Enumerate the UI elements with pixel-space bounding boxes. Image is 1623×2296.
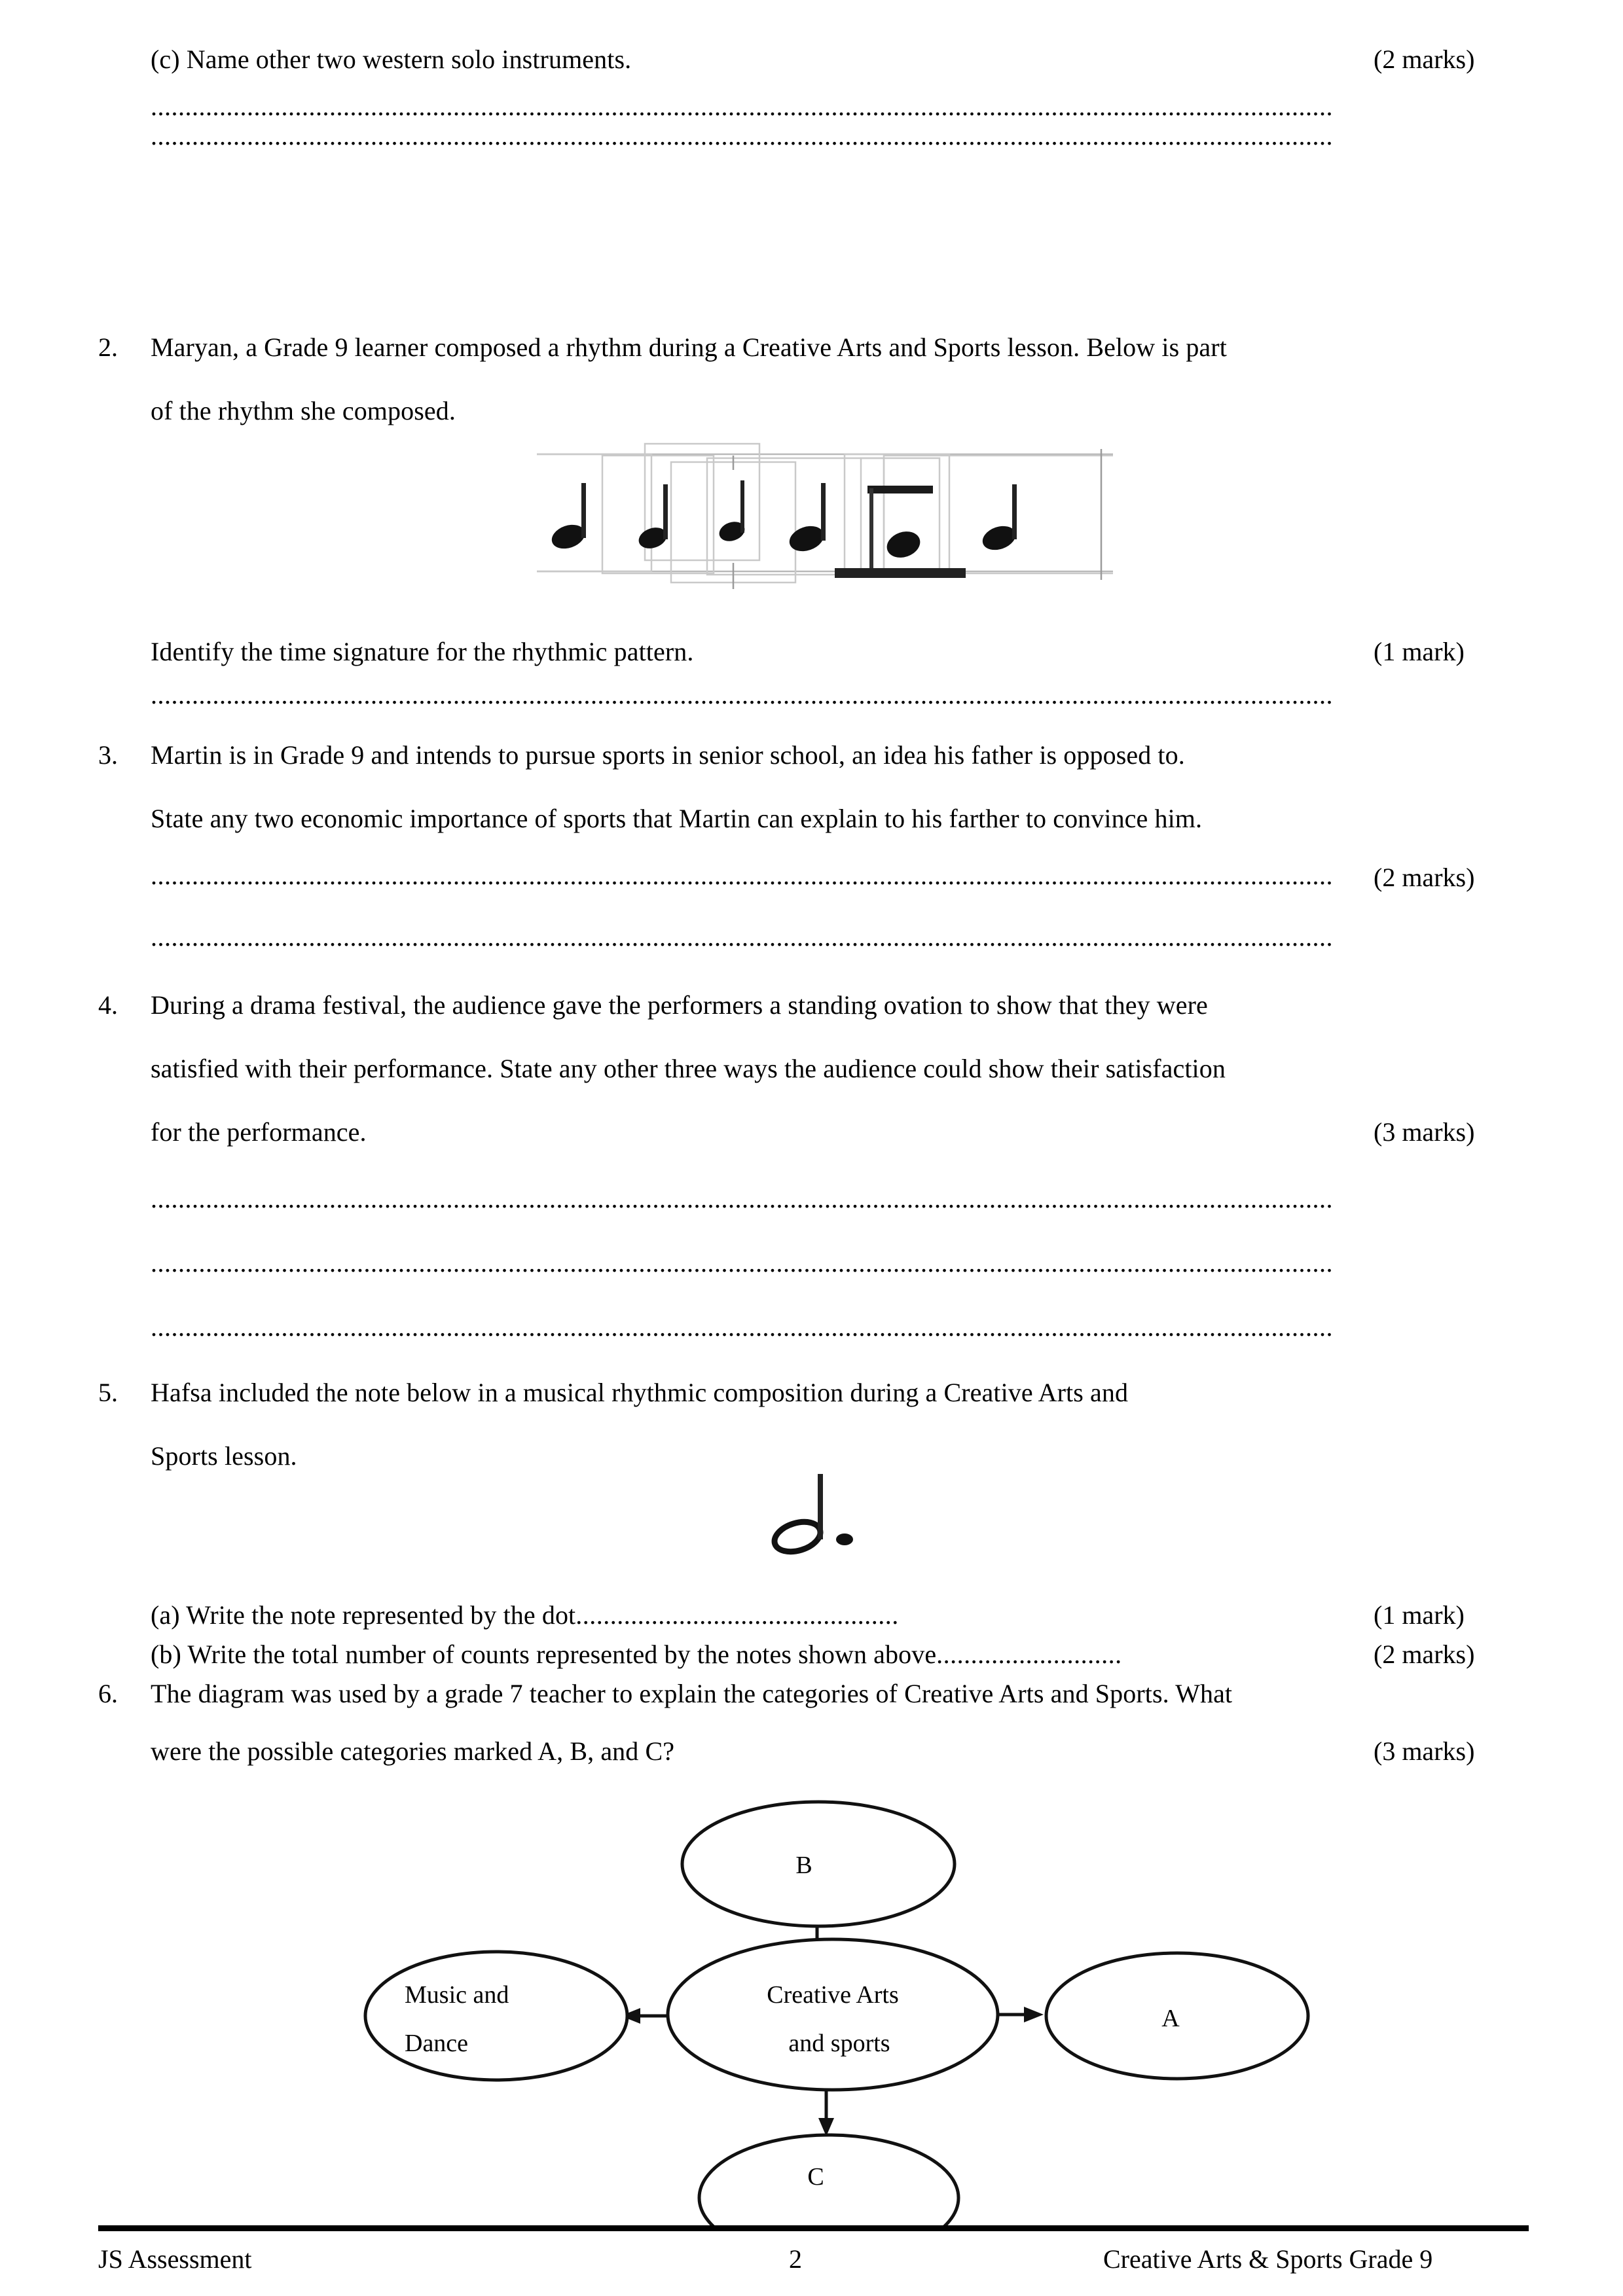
question-5a-dots[interactable]: ............................................... [575,1600,899,1630]
rhythm-notation-figure [537,432,1113,596]
question-2-marks: (1 mark) [1374,637,1465,666]
question-2-prompt: Identify the time signature for the rhythmic pattern. [151,637,694,666]
question-6-number: 6. [98,1679,118,1708]
question-5-line1: Hafsa included the note below in a musical rhythmic composition during a Creative Arts and [151,1378,1129,1407]
question-4-line3: for the performance. [151,1117,367,1147]
dotted-half-note [771,1474,853,1557]
node-c [699,2135,958,2225]
question-1c-text: (c) Name other two western solo instruments. [151,45,632,74]
rhythm-notation-svg [537,432,1113,596]
footer-page-number: 2 [789,2244,802,2274]
quarter-note [786,483,828,556]
question-2-number: 2. [98,332,118,362]
question-5b-marks: (2 marks) [1374,1640,1475,1669]
question-5a-marks: (1 mark) [1374,1600,1465,1630]
question-6-marks: (3 marks) [1374,1736,1475,1766]
node-music-dance-line2: Dance [405,2030,469,2057]
node-b-label: B [795,1852,812,1879]
node-center-line2: and sports [788,2030,890,2057]
answer-line[interactable] [151,94,1334,120]
question-1c-marks: (2 marks) [1374,45,1475,74]
node-c-label: C [807,2163,824,2191]
question-2-line2: of the rhythm she composed. [151,396,456,425]
question-4-marks: (3 marks) [1374,1117,1475,1147]
question-3-marks: (2 marks) [1374,863,1475,892]
quarter-note [549,483,588,553]
question-3-line2: State any two economic importance of sports that Martin can explain to his farther to convince him. [151,804,1203,833]
footer-left: JS Assessment [98,2244,252,2274]
question-3-number: 3. [98,740,118,770]
node-music-dance-line1: Music and [405,1981,509,2009]
answer-line[interactable] [151,863,1334,889]
node-a-label: A [1161,2005,1180,2032]
node-music-dance [365,1952,627,2080]
quarter-note [979,484,1019,554]
categories-diagram-svg [340,1793,1362,2225]
dotted-half-note-figure [753,1460,910,1571]
footer-rule [98,2225,1529,2231]
node-b [682,1802,955,1926]
node-center [668,1939,998,2090]
answer-line[interactable] [151,924,1334,950]
question-2-line1: Maryan, a Grade 9 learner composed a rhythm during a Creative Arts and Sports lesson. Below is part [151,332,1227,362]
node-center-line1: Creative Arts [767,1981,899,2009]
beamed-eighth-note [835,486,966,578]
footer-right: Creative Arts & Sports Grade 9 [1103,2244,1433,2274]
question-6-line1: The diagram was used by a grade 7 teacher to explain the categories of Creative Arts and Sports. What [151,1679,1233,1708]
answer-line[interactable] [151,1250,1334,1276]
answer-line[interactable] [151,682,1334,708]
question-5b-dots[interactable]: ........................... [936,1640,1122,1669]
answer-line[interactable] [151,1186,1334,1212]
question-5-line2: Sports lesson. [151,1441,297,1471]
question-6-line2: were the possible categories marked A, B, and C? [151,1736,675,1766]
question-4-number: 4. [98,990,118,1020]
dotted-half-note-svg [753,1460,910,1571]
question-5-number: 5. [98,1378,118,1407]
question-3-line1: Martin is in Grade 9 and intends to pursue sports in senior school, an idea his father is opposed to. [151,740,1185,770]
quarter-note [717,480,748,545]
question-5b-label: (b) Write the total number of counts represented by the notes shown above [151,1640,937,1669]
question-4-line1: During a drama festival, the audience gave the performers a standing ovation to show that they were [151,990,1208,1020]
categories-diagram [340,1793,1362,2225]
arrow-center-to-a [995,2007,1044,2022]
question-5a-label: (a) Write the note represented by the dot [151,1600,576,1630]
quarter-note [636,484,669,552]
question-4-line2: satisfied with their performance. State any other three ways the audience could show their satisfaction [151,1054,1226,1083]
answer-line[interactable] [151,1314,1334,1340]
node-a [1046,1953,1308,2079]
answer-line[interactable] [151,123,1334,149]
